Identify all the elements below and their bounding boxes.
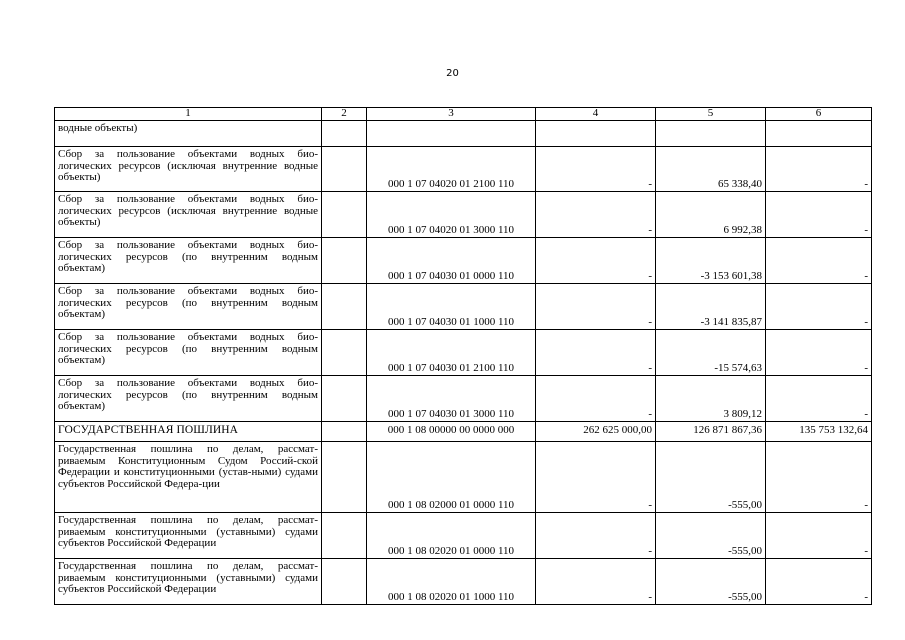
column-header: 5 — [656, 108, 766, 121]
row-plan: - — [536, 147, 656, 192]
row-col2 — [322, 238, 367, 284]
row-plan: - — [536, 330, 656, 376]
table-row — [55, 192, 872, 238]
row-name: водные объекты) — [55, 121, 322, 147]
row-name: ГОСУДАРСТВЕННАЯ ПОШЛИНА — [55, 422, 322, 442]
row-prev: - — [766, 238, 872, 284]
row-col2 — [322, 284, 367, 330]
row-col2 — [322, 376, 367, 422]
row-plan: - — [536, 376, 656, 422]
budget-table — [54, 107, 872, 605]
table-row — [55, 376, 872, 422]
column-header: 4 — [536, 108, 656, 121]
row-name: Сбор за пользование объектами водных био-логических ресурсов (исключая внутренние водные объекты) — [55, 192, 322, 238]
row-code: 000 1 08 02000 01 0000 110 — [367, 442, 536, 513]
row-exec: 126 871 867,36 — [656, 422, 766, 442]
row-col2 — [322, 330, 367, 376]
row-exec: 65 338,40 — [656, 147, 766, 192]
table-header-row — [55, 108, 872, 121]
table-row — [55, 121, 872, 147]
row-exec: -3 153 601,38 — [656, 238, 766, 284]
page-number: 20 — [446, 68, 459, 79]
row-col2 — [322, 513, 367, 559]
column-header: 6 — [766, 108, 872, 121]
row-plan: - — [536, 559, 656, 605]
row-plan: - — [536, 192, 656, 238]
row-code: 000 1 07 04020 01 2100 110 — [367, 147, 536, 192]
row-exec: -555,00 — [656, 513, 766, 559]
row-exec: -555,00 — [656, 442, 766, 513]
row-prev: - — [766, 147, 872, 192]
row-col2 — [322, 192, 367, 238]
row-name: Сбор за пользование объектами водных био-логических ресурсов (по внутренним водным объектам) — [55, 238, 322, 284]
table-row-summary — [55, 422, 872, 442]
row-name: Государственная пошлина по делам, рассмат-риваемым Конституционным Судом Россий-ской Федерации и конституционными (устав-ными) судами субъектов Российской Федера-ции — [55, 442, 322, 513]
row-col2 — [322, 121, 367, 147]
row-code: 000 1 07 04030 01 0000 110 — [367, 238, 536, 284]
table-row — [55, 147, 872, 192]
column-header: 3 — [367, 108, 536, 121]
table-row — [55, 238, 872, 284]
row-plan — [536, 121, 656, 147]
table-row — [55, 442, 872, 513]
table-row — [55, 284, 872, 330]
row-name: Сбор за пользование объектами водных био-логических ресурсов (по внутренним водным объектам) — [55, 330, 322, 376]
row-code: 000 1 07 04030 01 1000 110 — [367, 284, 536, 330]
row-prev: - — [766, 192, 872, 238]
row-col2 — [322, 559, 367, 605]
row-code — [367, 121, 536, 147]
row-prev: - — [766, 284, 872, 330]
row-plan: - — [536, 284, 656, 330]
row-prev: - — [766, 376, 872, 422]
row-name: Сбор за пользование объектами водных био-логических ресурсов (по внутренним водным объектам) — [55, 284, 322, 330]
row-prev: - — [766, 442, 872, 513]
row-prev: - — [766, 513, 872, 559]
row-code: 000 1 08 02020 01 0000 110 — [367, 513, 536, 559]
row-code: 000 1 07 04020 01 3000 110 — [367, 192, 536, 238]
row-code: 000 1 07 04030 01 2100 110 — [367, 330, 536, 376]
column-header: 2 — [322, 108, 367, 121]
row-plan: - — [536, 513, 656, 559]
row-col2 — [322, 147, 367, 192]
row-col2 — [322, 442, 367, 513]
row-name: Государственная пошлина по делам, рассмат-риваемым конституционными (уставными) судами субъектов Российской Федерации — [55, 513, 322, 559]
row-code: 000 1 07 04030 01 3000 110 — [367, 376, 536, 422]
row-prev: 135 753 132,64 — [766, 422, 872, 442]
row-plan: 262 625 000,00 — [536, 422, 656, 442]
row-exec: -15 574,63 — [656, 330, 766, 376]
row-plan: - — [536, 238, 656, 284]
table-row — [55, 330, 872, 376]
row-plan: - — [536, 442, 656, 513]
row-name: Государственная пошлина по делам, рассмат-риваемым конституционными (уставными) судами субъектов Российской Федерации — [55, 559, 322, 605]
row-prev: - — [766, 330, 872, 376]
row-code: 000 1 08 02020 01 1000 110 — [367, 559, 536, 605]
row-name: Сбор за пользование объектами водных био-логических ресурсов (по внутренним водным объектам) — [55, 376, 322, 422]
table-row — [55, 559, 872, 605]
row-name: Сбор за пользование объектами водных био-логических ресурсов (исключая внутренние водные объекты) — [55, 147, 322, 192]
column-header: 1 — [55, 108, 322, 121]
row-prev — [766, 121, 872, 147]
row-exec — [656, 121, 766, 147]
row-exec: -555,00 — [656, 559, 766, 605]
row-code: 000 1 08 00000 00 0000 000 — [367, 422, 536, 442]
row-exec: 6 992,38 — [656, 192, 766, 238]
row-exec: -3 141 835,87 — [656, 284, 766, 330]
row-col2 — [322, 422, 367, 442]
row-exec: 3 809,12 — [656, 376, 766, 422]
row-prev: - — [766, 559, 872, 605]
table-row — [55, 513, 872, 559]
